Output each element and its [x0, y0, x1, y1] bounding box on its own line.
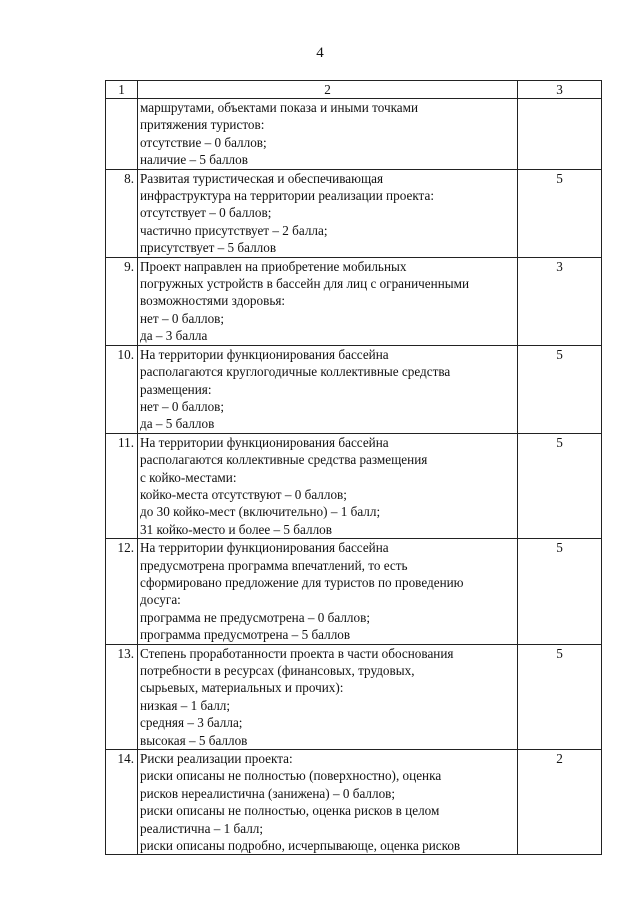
criterion-line: размещения: — [140, 381, 212, 397]
score-value: 3 — [518, 257, 602, 345]
table-row — [106, 257, 602, 345]
criterion-line: койко-места отсутствуют – 0 баллов; — [140, 486, 347, 502]
header-cell-number: 1 — [106, 81, 138, 99]
criterion-line: сырьевых, материальных и прочих): — [140, 680, 344, 696]
score-value: 5 — [518, 539, 602, 644]
criterion-line: Степень проработанности проекта в части обоснования — [140, 645, 454, 661]
criterion-line: На территории функционирования бассейна — [140, 540, 389, 556]
criterion-line: Риски реализации проекта: — [140, 751, 293, 767]
criterion-line: риски описаны подробно, исчерпывающе, оценка рисков — [140, 838, 461, 854]
criterion-line: сформировано предложение для туристов по проведению — [140, 574, 464, 590]
table-row — [106, 169, 602, 257]
criterion-line: нет – 0 баллов; — [140, 398, 225, 414]
criterion-text — [138, 99, 518, 170]
criterion-line: частично присутствует – 2 балла; — [140, 222, 328, 238]
row-number: 9. — [106, 257, 138, 345]
criterion-line: до 30 койко-мест (включительно) – 1 балл; — [140, 504, 381, 520]
criterion-line: На территории функционирования бассейна — [140, 346, 389, 362]
criterion-line: риски описаны не полностью, оценка рисков в целом — [140, 803, 440, 819]
criterion-line: 31 койко-место и более – 5 баллов — [140, 521, 332, 537]
criterion-line: располагаются коллективные средства размещения — [140, 452, 428, 468]
criterion-line: присутствует – 5 баллов — [140, 240, 277, 256]
header-cell-criterion: 2 — [138, 81, 518, 99]
criterion-line: низкая – 1 балл; — [140, 697, 231, 713]
row-number: 12. — [106, 539, 138, 644]
score-value: 5 — [518, 644, 602, 749]
criterion-line: да – 5 баллов — [140, 416, 215, 432]
criterion-line: потребности в ресурсах (финансовых, трудовых, — [140, 663, 415, 678]
row-number: 14. — [106, 750, 138, 855]
row-number — [106, 99, 138, 170]
criterion-text — [138, 539, 518, 644]
row-number: 11. — [106, 433, 138, 538]
criterion-text — [138, 644, 518, 749]
row-number: 13. — [106, 644, 138, 749]
criterion-line: предусмотрена программа впечатлений, то есть — [140, 557, 408, 573]
row-number: 8. — [106, 169, 138, 257]
criterion-line: Проект направлен на приобретение мобильных — [140, 258, 407, 274]
criterion-line: с койко-местами: — [140, 469, 237, 485]
row-number: 10. — [106, 345, 138, 433]
criterion-line: Развитая туристическая и обеспечивающая — [140, 170, 384, 186]
table-row — [106, 99, 602, 170]
page-number: 4 — [316, 45, 324, 61]
criterion-line: На территории функционирования бассейна — [140, 434, 389, 450]
criterion-line: инфраструктура на территории реализации проекта: — [140, 188, 434, 204]
criterion-line: да – 3 балла — [140, 328, 208, 344]
criterion-text — [138, 169, 518, 257]
criterion-line: программа предусмотрена – 5 баллов — [140, 627, 351, 643]
score-value: 2 — [518, 750, 602, 855]
table-row — [106, 433, 602, 538]
criterion-line: рисков нереалистична (занижена) – 0 баллов; — [140, 785, 396, 801]
table-row — [106, 539, 602, 644]
criterion-line: нет – 0 баллов; — [140, 310, 225, 326]
criterion-line: высокая – 5 баллов — [140, 732, 248, 748]
criterion-line: располагаются круглогодичные коллективные средства — [140, 364, 451, 380]
score-value: 5 — [518, 433, 602, 538]
criterion-line: реалистична – 1 балл; — [140, 820, 264, 836]
criterion-text — [138, 433, 518, 538]
criterion-line: средняя – 3 балла; — [140, 715, 243, 731]
criterion-line: притяжения туристов: — [140, 117, 265, 133]
criterion-line: отсутствует – 0 баллов; — [140, 205, 272, 221]
criterion-line: погружных устройств в бассейн для лиц с ограниченными — [140, 276, 470, 292]
score-value: 5 — [518, 345, 602, 433]
criterion-line: возможностями здоровья: — [140, 293, 286, 309]
table-row — [106, 750, 602, 855]
table-row — [106, 644, 602, 749]
table-header-row — [106, 81, 602, 99]
criterion-line: наличие – 5 баллов — [140, 152, 248, 168]
criterion-text — [138, 750, 518, 855]
criterion-text — [138, 257, 518, 345]
score-value: 5 — [518, 169, 602, 257]
score-value — [518, 99, 602, 170]
criteria-table — [105, 80, 602, 855]
table-row — [106, 345, 602, 433]
criterion-text — [138, 345, 518, 433]
criterion-line: маршрутами, объектами показа и иными точками — [140, 100, 419, 115]
criterion-line: программа не предусмотрена – 0 баллов; — [140, 609, 370, 625]
criterion-line: риски описаны не полностью (поверхностно), оценка — [140, 768, 442, 784]
header-cell-score: 3 — [518, 81, 602, 99]
criterion-line: досуга: — [140, 592, 181, 608]
criterion-line: отсутствие – 0 баллов; — [140, 134, 267, 150]
